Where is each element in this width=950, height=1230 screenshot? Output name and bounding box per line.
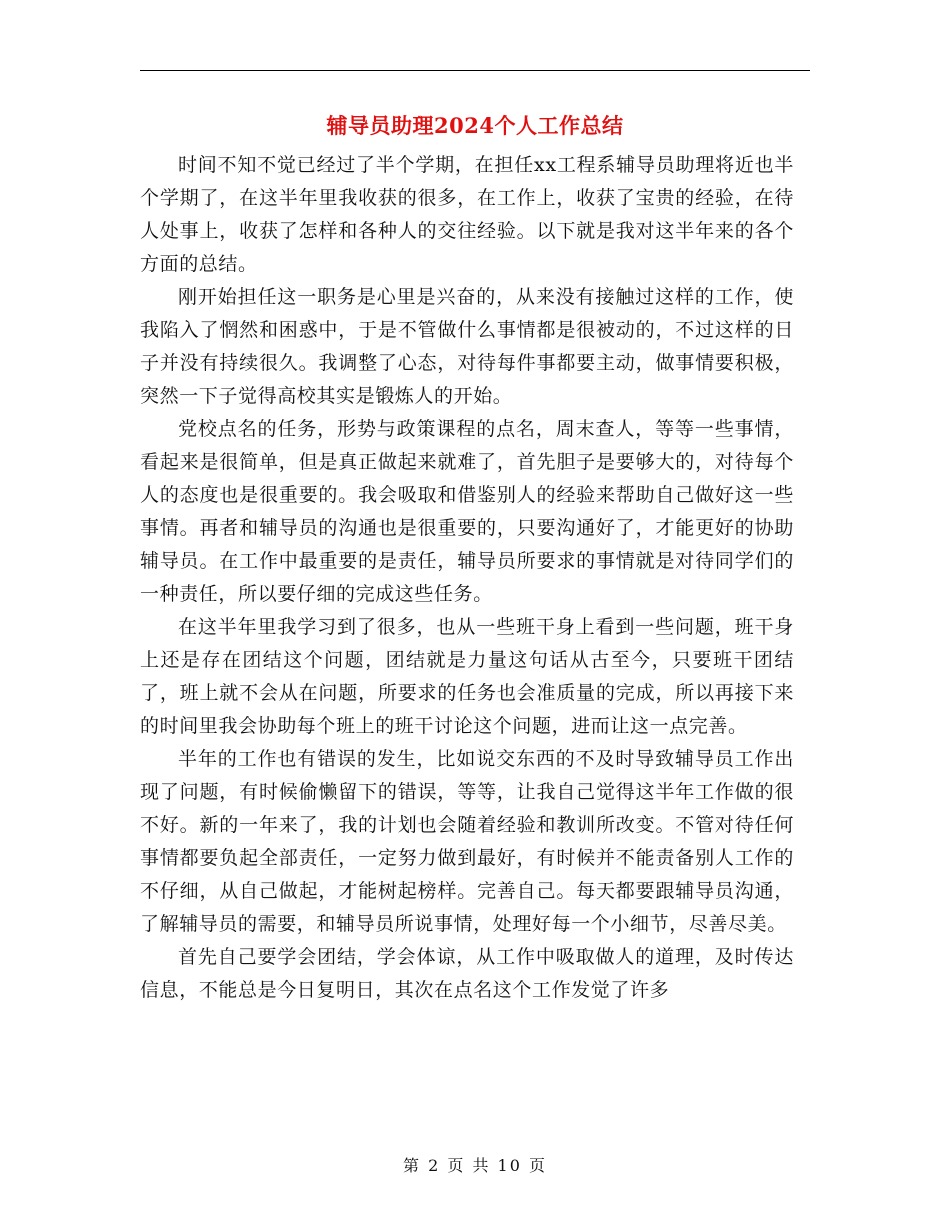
paragraph-4: 在这半年里我学习到了很多，也从一些班干身上看到一些问题，班干身上还是存在团结这个问题，团结就是力量这句话从古至今，只要班干团结了，班上就不会从在问题，所要求的任务也会准质量的完成，所以再接下来的时间里我会协助每个班上的班干讨论这个问题，进而让这一点完善。 xyxy=(140,616,794,737)
page-footer: 第 2 页 共 10 页 xyxy=(403,1156,547,1175)
header-rule xyxy=(140,70,810,71)
paragraph-3: 党校点名的任务，形势与政策课程的点名，周末查人，等等一些事情，看起来是很简单，但是真正做起来就难了，首先胆子是要够大的，对待每个人的态度也是很重要的。我会吸取和借鉴别人的经验来帮助自己做好这一些事情。再者和辅导员的沟通也是很重要的，只要沟通好了，才能更好的协助辅导员。在工作中最重要的是责任，辅导员所要求的事情就是对待同学们的一种责任，所以要仔细的完成这些任务。 xyxy=(140,418,794,605)
paragraph-5: 半年的工作也有错误的发生，比如说交东西的不及时导致辅导员工作出现了问题，有时候偷懒留下的错误，等等，让我自己觉得这半年工作做的很不好。新的一年来了，我的计划也会随着经验和教训所改变。不管对待任何事情都要负起全部责任，一定努力做到最好，有时候并不能责备别人工作的不仔细，从自己做起，才能树起榜样。完善自己。每天都要跟辅导员沟通，了解辅导员的需要，和辅导员所说事情，处理好每一个小细节，尽善尽美。 xyxy=(140,748,794,935)
paragraph-1: 时间不知不觉已经过了半个学期，在担任xx工程系辅导员助理将近也半个学期了，在这半年里我收获的很多，在工作上，收获了宝贵的经验，在待人处事上，收获了怎样和各种人的交往经验。以下就是我对这半年来的各个方面的总结。 xyxy=(140,154,794,275)
paragraph-2: 刚开始担任这一职务是心里是兴奋的，从来没有接触过这样的工作，使我陷入了惘然和困惑中，于是不管做什么事情都是很被动的，不过这样的日子并没有持续很久。我调整了心态，对待每件事都要主动，做事情要积极，突然一下子觉得高校其实是锻炼人的开始。 xyxy=(140,286,794,407)
paragraph-6: 首先自己要学会团结，学会体谅，从工作中吸取做人的道理，及时传达信息，不能总是今日复明日，其次在点名这个工作发觉了许多 xyxy=(140,946,794,1001)
document-body xyxy=(140,149,794,1007)
document-title: 辅导员助理2024个人工作总结 xyxy=(326,113,624,138)
